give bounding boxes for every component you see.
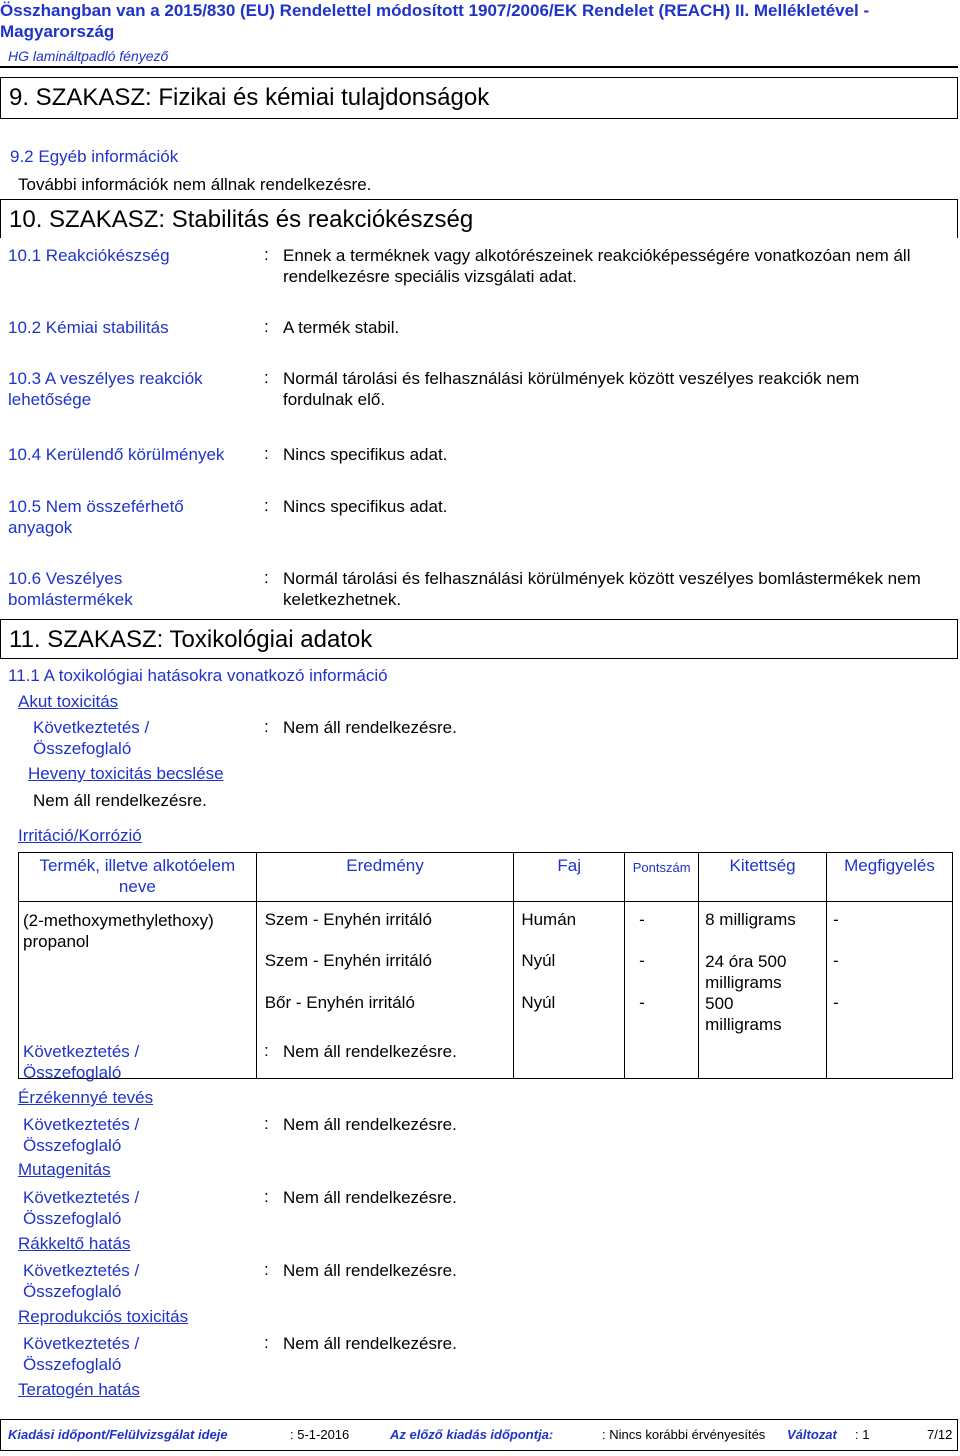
carcinogenicity-conclusion-value: Nem áll rendelkezésre. (283, 1261, 457, 1280)
observation-cell-2: - (833, 951, 839, 970)
col-header-exposure: Kitettség (699, 853, 827, 902)
item-10-4-colon: : (264, 444, 269, 463)
irritation-conclusion-label: Következtetés / Összefoglaló (23, 1042, 140, 1082)
mutagenicity-conclusion-value: Nem áll rendelkezésre. (283, 1188, 457, 1207)
result-cell-1: Szem - Enyhén irritáló (264, 910, 432, 929)
acute-conclusion-value: Nem áll rendelkezésre. (283, 718, 457, 737)
item-10-6-value: Normál tárolási és felhasználási körülmények között veszélyes bomlástermékek nem keletkezhetnek. (283, 569, 921, 609)
regulation-title: Összhangban van a 2015/830 (EU) Rendelettel módosított 1907/2006/EK Rendelet (REACH) II. Mellékletével - Magyarország (0, 1, 870, 41)
teratogenicity-heading: Teratogén hatás (18, 1380, 140, 1399)
version-value: : 1 (855, 1427, 870, 1442)
sensitisation-heading: Érzékennyé tevés (18, 1088, 154, 1107)
item-10-4-value: Nincs specifikus adat. (283, 445, 448, 464)
reproductive-conclusion-value: Nem áll rendelkezésre. (283, 1334, 457, 1353)
item-10-6-label: 10.6 Veszélyes bomlástermékek (8, 569, 133, 609)
item-10-2-label: 10.2 Kémiai stabilitás (8, 318, 169, 337)
reproductive-conclusion-label: Következtetés / Összefoglaló (23, 1334, 140, 1374)
section-11-title: 11. SZAKASZ: Toxikológiai adatok (9, 626, 373, 653)
section-10-heading (0, 199, 958, 238)
col-header-name: Termék, illetve alkotóelem neve (19, 853, 257, 902)
acute-estimate-heading: Heveny toxicitás becslése (28, 764, 224, 783)
species-cell-2: Nyúl (521, 951, 556, 970)
sensitisation-conclusion-value: Nem áll rendelkezésre. (283, 1115, 457, 1134)
page-footer (0, 1419, 958, 1451)
irritation-conclusion-colon: : (264, 1041, 269, 1060)
section-10-title: 10. SZAKASZ: Stabilitás és reakciókészség (9, 206, 474, 233)
reproductive-conclusion-colon: : (264, 1333, 269, 1352)
section-11-heading (0, 619, 958, 659)
score-cell-1: - (639, 910, 645, 929)
score-cell-2: - (639, 951, 645, 970)
acute-toxicity-heading: Akut toxicitás (18, 692, 119, 711)
observation-cell-3: - (833, 993, 839, 1012)
result-cell-3: Bőr - Enyhén irritáló (264, 993, 415, 1012)
result-cell-2: Szem - Enyhén irritáló (264, 951, 432, 970)
section-9-title: 9. SZAKASZ: Fizikai és kémiai tulajdonságok (9, 84, 490, 111)
col-header-result: Eredmény (256, 853, 514, 902)
mutagenicity-conclusion-label: Következtetés / Összefoglaló (23, 1188, 140, 1228)
sensitisation-conclusion-label: Következtetés / Összefoglaló (23, 1115, 140, 1155)
item-10-2-colon: : (264, 317, 269, 336)
previous-issue-value: : Nincs korábbi érvényesítés (602, 1427, 766, 1442)
page-number: 7/12 (927, 1427, 953, 1442)
item-10-3-colon: : (264, 368, 269, 387)
subsection-11-1-title: 11.1 A toxikológiai hatásokra vonatkozó információ (8, 666, 388, 685)
product-name: HG lamináltpadló fényező (8, 48, 169, 64)
species-cell-3: Nyúl (521, 993, 556, 1012)
issue-date-value: : 5-1-2016 (290, 1427, 350, 1442)
item-10-1-label: 10.1 Reakciókészség (8, 246, 170, 265)
acute-conclusion-label: Következtetés / Összefoglaló (33, 718, 150, 758)
item-10-6-colon: : (264, 568, 269, 587)
item-10-5-colon: : (264, 496, 269, 515)
acute-estimate-value: Nem áll rendelkezésre. (33, 791, 207, 810)
version-label: Változat (787, 1427, 837, 1442)
observation-cell-1: - (833, 910, 839, 929)
carcinogenicity-conclusion-colon: : (264, 1260, 269, 1279)
carcinogenicity-heading: Rákkeltő hatás (18, 1234, 131, 1253)
item-10-4-label: 10.4 Kerülendő körülmények (8, 445, 225, 464)
col-header-species: Faj (514, 853, 625, 902)
subsection-9-2-title: 9.2 Egyéb információk (10, 147, 179, 166)
item-10-5-label: 10.5 Nem összeférhető anyagok (8, 497, 184, 537)
irritation-conclusion-value: Nem áll rendelkezésre. (283, 1042, 457, 1061)
reproductive-toxicity-heading: Reprodukciós toxicitás (18, 1307, 189, 1326)
item-10-1-colon: : (264, 245, 269, 264)
item-10-3-label: 10.3 A veszélyes reakciók lehetősége (8, 369, 203, 409)
item-10-5-value: Nincs specifikus adat. (283, 497, 448, 516)
table-header-row (19, 853, 953, 902)
mutagenicity-conclusion-colon: : (264, 1187, 269, 1206)
irritation-heading: Irritáció/Korrózió (18, 826, 142, 845)
exposure-cell-2: 24 óra 500 milligrams (705, 952, 787, 992)
item-10-1-value: Ennek a terméknek vagy alkotórészeinek reakcióképességére vonatkozóan nem áll rendelkezésre speciális vizsgálati adat. (283, 246, 911, 286)
acute-conclusion-colon: : (264, 717, 269, 736)
col-header-score: Pontszám (625, 853, 699, 902)
sensitisation-conclusion-colon: : (264, 1114, 269, 1133)
issue-date-label: Kiadási időpont/Felülvizsgálat ideje (8, 1427, 228, 1442)
section-9-heading (0, 77, 958, 119)
item-10-2-value: A termék stabil. (283, 318, 400, 337)
previous-issue-label: Az előző kiadás időpontja: (390, 1427, 554, 1442)
subsection-9-2-text: További információk nem állnak rendelkezésre. (18, 175, 372, 194)
exposure-cell-3: 500 milligrams (705, 994, 782, 1034)
col-header-observation: Megfigyelés (827, 853, 953, 902)
mutagenicity-heading: Mutagenitás (18, 1160, 111, 1179)
header-divider (0, 66, 958, 68)
item-10-3-value: Normál tárolási és felhasználási körülmények között veszélyes reakciók nem fordulnak elő. (283, 369, 860, 409)
carcinogenicity-conclusion-label: Következtetés / Összefoglaló (23, 1261, 140, 1301)
exposure-cell-1: 8 milligrams (705, 910, 796, 929)
score-cell-3: - (639, 993, 645, 1012)
product-cell: (2-methoxymethylethoxy) propanol (23, 911, 214, 951)
species-cell-1: Humán (521, 910, 577, 929)
